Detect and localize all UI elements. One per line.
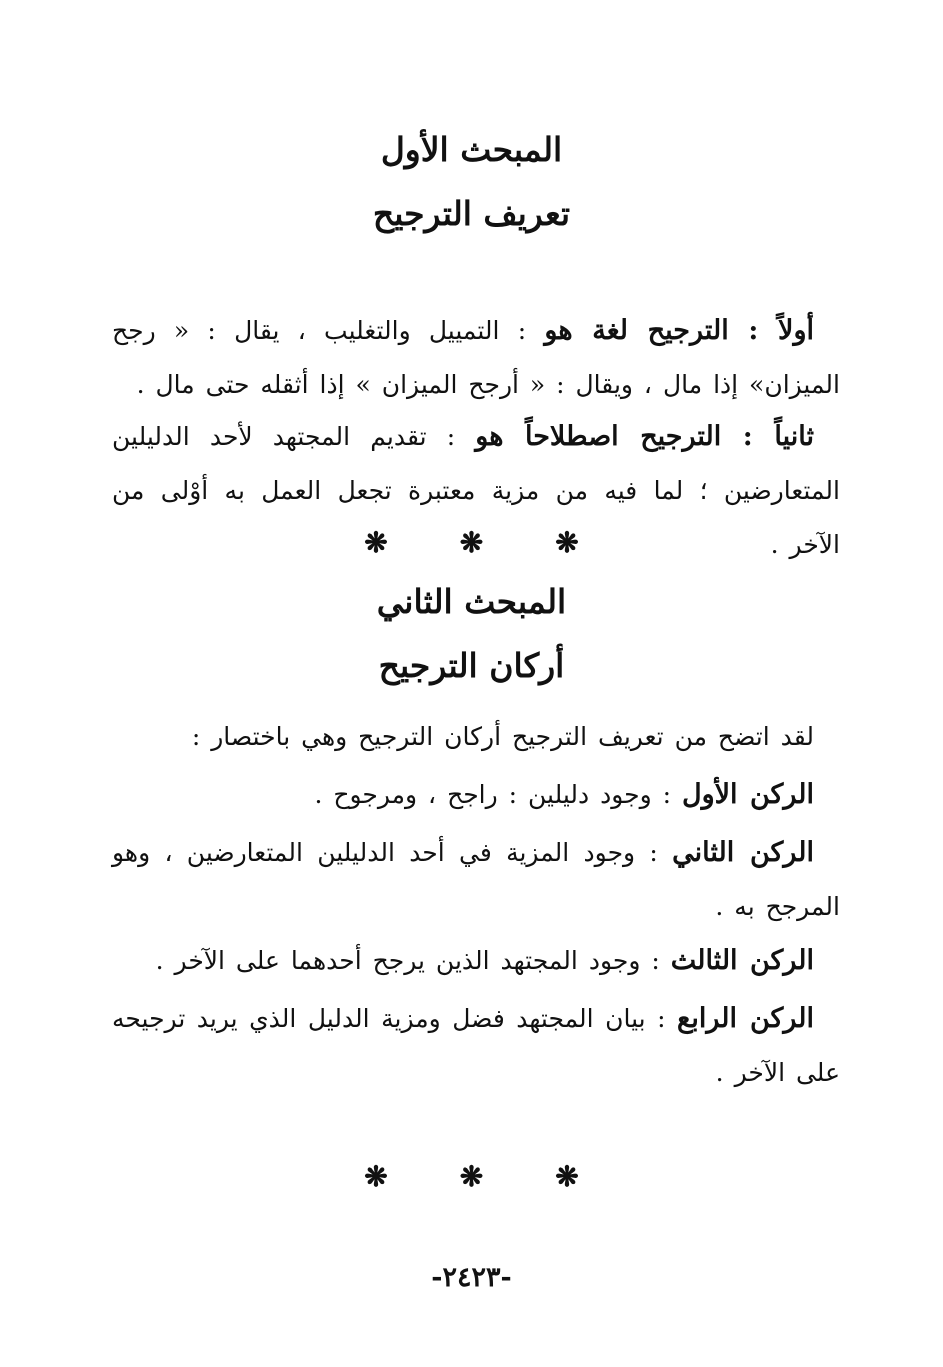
pillar-4-label: الركن الرابع xyxy=(677,1003,814,1034)
pillar-1-label: الركن الأول xyxy=(682,779,814,810)
asterisk-icon: ❋ xyxy=(459,1160,484,1193)
paragraph-intro xyxy=(112,710,840,764)
paragraph-pillar-2 xyxy=(112,826,840,934)
pillar-4-text: : بيان المجتهد فضل ومزية الدليل الذي يريد ترجيحه على الآخر . xyxy=(112,1004,840,1087)
section2-heading: المبحث الثاني xyxy=(376,582,567,621)
technical-definition-text: : تقديم المجتهد لأحد الدليلين المتعارضين ؛ لما فيه من مزية معتبرة تجعل العمل به أوْلى من الآخر . xyxy=(112,422,840,559)
page-number: -٢٤٢٣- xyxy=(431,1262,512,1293)
section1-title: تعريف الترجيح xyxy=(372,194,571,233)
asterisk-icon: ❋ xyxy=(364,526,388,559)
section1-heading: المبحث الأول xyxy=(380,130,563,169)
asterisk-icon: ❋ xyxy=(555,1160,579,1193)
paragraph-pillar-1 xyxy=(112,768,840,822)
pillar-1-text: : وجود دليلين : راجح ، ومرجوح . xyxy=(314,780,672,809)
asterisk-icon: ❋ xyxy=(459,526,484,559)
paragraph-lexical-definition xyxy=(112,304,840,412)
separator-asterisks xyxy=(0,528,943,558)
pillar-3-text: : وجود المجتهد الذين يرجح أحدهما على الآخر . xyxy=(155,946,660,975)
asterisk-icon: ❋ xyxy=(364,1160,388,1193)
paragraph-pillar-3 xyxy=(112,934,840,988)
lexical-definition-label: أولاً : الترجيح لغة هو xyxy=(544,315,815,346)
paragraph-pillar-4 xyxy=(112,992,840,1100)
pillar-2-label: الركن الثاني xyxy=(672,837,815,868)
lexical-definition-text: : التمييل والتغليب ، يقال : « رجح الميزان» إذا مال ، ويقال : « أرجح الميزان » إذا أثقله حتى مال . xyxy=(112,316,840,399)
section2-title: أركان الترجيح xyxy=(378,646,565,685)
intro-text: لقد اتضح من تعريف الترجيح أركان الترجيح وهي باختصار : xyxy=(191,722,814,751)
technical-definition-label: ثانياً : الترجيح اصطلاحاً هو xyxy=(475,421,814,452)
asterisk-icon: ❋ xyxy=(555,526,579,559)
separator-asterisks-bottom xyxy=(0,1162,943,1192)
pillar-2-text: : وجود المزية في أحد الدليلين المتعارضين ، وهو المرجح به . xyxy=(112,838,840,921)
pillar-3-label: الركن الثالث xyxy=(670,945,814,976)
